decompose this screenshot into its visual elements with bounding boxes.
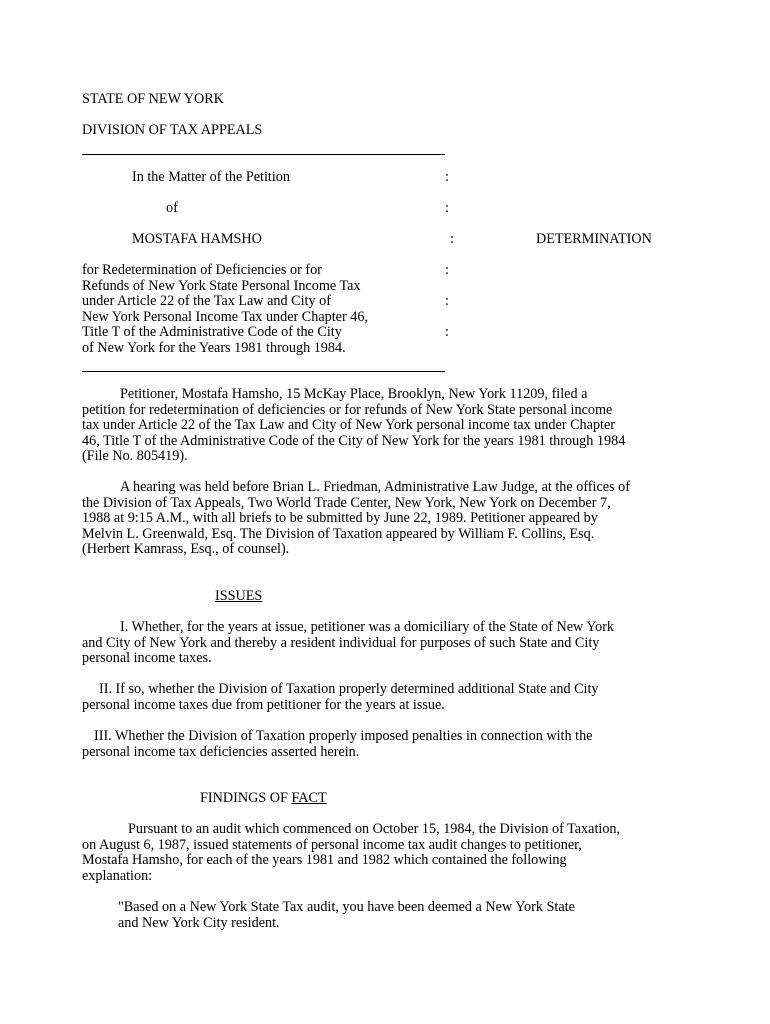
findings-heading-text: FINDINGS OF — [200, 790, 292, 806]
issue-3: III. Whether the Division of Taxation properly imposed penalties in connection with the personal income tax deficiencies asserted herein. — [82, 728, 593, 760]
caption-colon: : — [445, 200, 449, 216]
issue-1: I. Whether, for the years at issue, petitioner was a domiciliary of the State of New York and City of New York and thereby a resident individual for purposes of such State and City personal income taxes. — [82, 619, 615, 667]
of-line: of — [166, 200, 178, 216]
paragraph-petition: Petitioner, Mostafa Hamsho, 15 McKay Place, Brooklyn, New York 11209, filed a petition for redetermination of deficiencies or for refunds of New York State personal income tax under Article 22 of the Tax Law and City of New York personal income tax under Chapter 46, Title T of the Administrative Code of the City of New York for the years 1981 through 1984 (File No. 805419). — [82, 386, 626, 465]
caption-colon: : — [445, 293, 449, 309]
caption-line: of New York for the Years 1981 through 1984. — [82, 340, 346, 356]
caption-line: for Redetermination of Deficiencies or for — [82, 262, 322, 278]
caption-colon: : — [445, 324, 449, 340]
findings-heading — [200, 791, 327, 807]
findings-heading-fact: FACT — [291, 790, 327, 806]
caption-colon: : — [445, 262, 449, 278]
division-heading: DIVISION OF TAX APPEALS — [82, 122, 263, 138]
state-heading: STATE OF NEW YORK — [82, 91, 224, 107]
quoted-explanation: "Based on a New York State Tax audit, you have been deemed a New York State and New York City resident. — [118, 899, 575, 931]
caption-bottom-rule — [82, 371, 445, 372]
caption-colon: : — [445, 169, 449, 185]
caption-colon: : — [450, 231, 454, 247]
issues-heading: ISSUES — [215, 588, 263, 604]
caption-line: under Article 22 of the Tax Law and City of — [82, 293, 331, 309]
caption-top-rule — [82, 154, 445, 155]
finding-1: Pursuant to an audit which commenced on October 15, 1984, the Division of Taxation, on August 6, 1987, issued statements of personal income tax audit changes to petitioner, Mostafa Hamsho, for each of the years 1981 and 1982 which contained the following explanation: — [82, 821, 621, 884]
caption-line: Refunds of New York State Personal Income Tax — [82, 278, 361, 294]
issue-2: II. If so, whether the Division of Taxation properly determined additional State and City personal income taxes due from petitioner for the years at issue. — [82, 681, 599, 713]
caption-line: New York Personal Income Tax under Chapter 46, — [82, 309, 368, 325]
petitioner-name: MOSTAFA HAMSHO — [132, 231, 262, 247]
paragraph-hearing: A hearing was held before Brian L. Friedman, Administrative Law Judge, at the offices of the Division of Tax Appeals, Two World Trade Center, New York, New York on December 7, 1988 at 9:15 A.M., with all briefs to be submitted by June 22, 1989. Petitioner appeared by Melvin L. Greenwald, Esq. The Division of Taxation appeared by William F. Collins, Esq. (Herbert Kamrass, Esq., of counsel). — [82, 479, 630, 558]
document-type: DETERMINATION — [536, 231, 652, 247]
matter-line: In the Matter of the Petition — [132, 169, 290, 185]
caption-line: Title T of the Administrative Code of the City — [82, 324, 342, 340]
